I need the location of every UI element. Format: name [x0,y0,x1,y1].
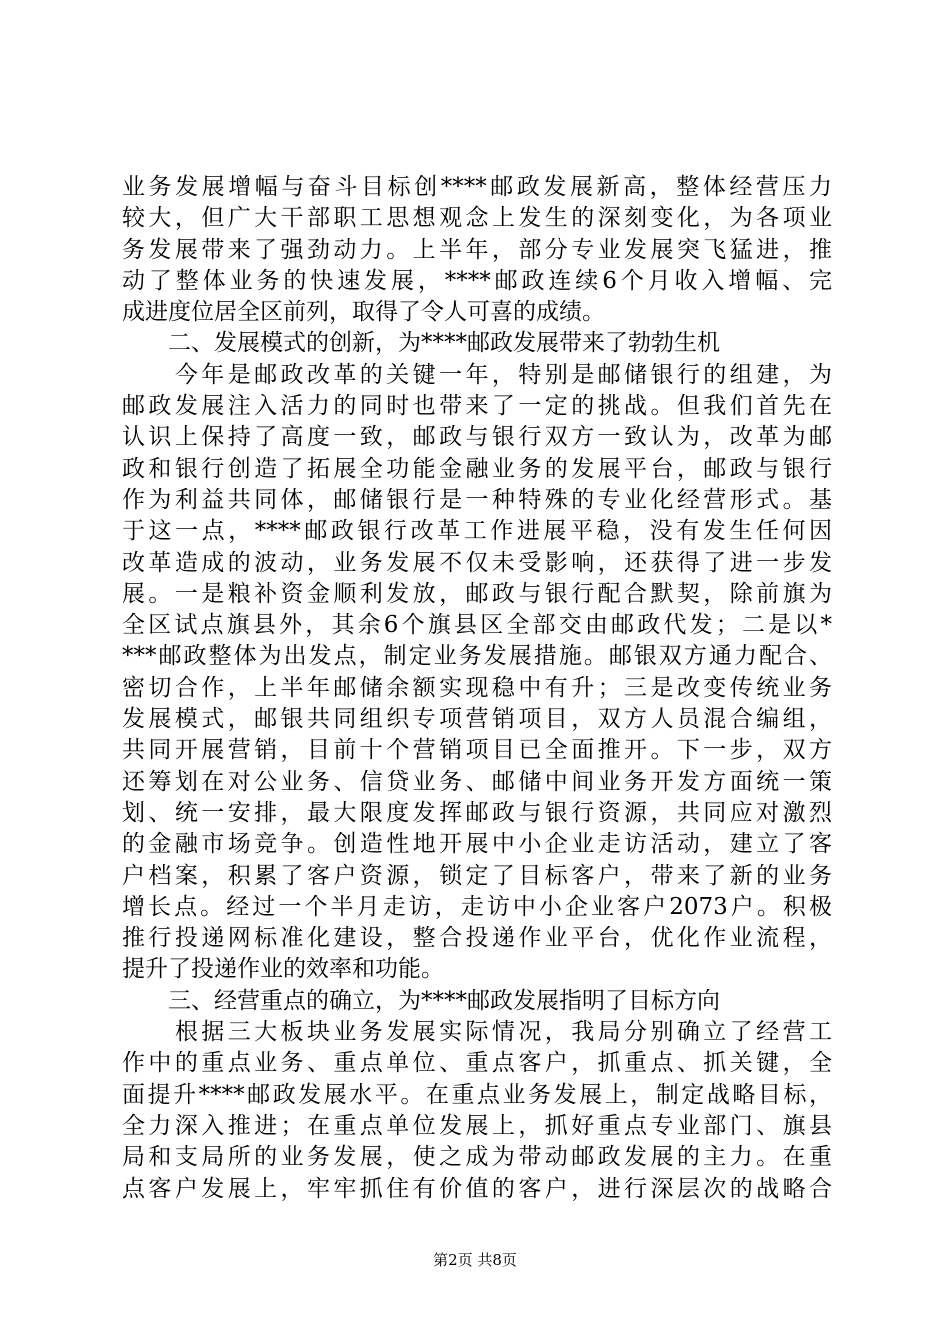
text-line: 务发展带来了强劲动力。上半年，部分专业发展突飞猛进，推 [122,236,832,263]
text-line: 提升了投递作业的效率和功能。 [122,956,444,983]
text-line: 推行投递网标准化建设，整合投递作业平台，优化作业流程， [122,925,832,952]
text-line: 较大，但广大干部职工思想观念上发生的深刻变化，为各项业 [122,205,832,232]
text-line: 局和支局所的业务发展，使之成为带动邮政发展的主力。在重 [122,1144,832,1171]
text-line: 的金融市场竞争。创造性地开展中小企业走访活动，建立了客 [122,831,832,858]
text-line: 于这一点，****邮政银行改革工作进展平稳，没有发生任何因 [122,518,832,545]
text-line: 改革造成的波动，业务发展不仅未受影响，还获得了进一步发 [122,549,832,576]
body-text [122,172,832,1205]
text-line: 作为利益共同体，邮储银行是一种特殊的专业化经营形式。基 [122,486,832,513]
text-line: 作中的重点业务、重点单位、重点客户，抓重点、抓关键，全 [122,1050,832,1077]
text-line: 今年是邮政改革的关键一年，特别是邮储银行的组建，为 [122,361,832,388]
text-line: 认识上保持了高度一致，邮政与银行双方一致认为，改革为邮 [122,424,832,451]
text-line: 动了整体业务的快速发展，****邮政连续6个月收入增幅、完 [122,267,832,294]
text-line: 根据三大板块业务发展实际情况，我局分别确立了经营工 [122,1019,832,1046]
text-line: 成进度位居全区前列，取得了令人可喜的成绩。 [122,299,605,326]
text-line: ***邮政整体为出发点，制定业务发展措施。邮银双方通力配合、 [122,643,832,670]
section-heading: 三、经营重点的确立，为****邮政发展指明了目标方向 [122,987,720,1014]
text-line: 邮政发展注入活力的同时也带来了一定的挑战。但我们首先在 [122,393,832,420]
text-line: 全力深入推进；在重点单位发展上，抓好重点专业部门、旗县 [122,1112,832,1139]
section-heading: 二、发展模式的创新，为****邮政发展带来了勃勃生机 [122,330,720,357]
text-line: 面提升****邮政发展水平。在重点业务发展上，制定战略目标， [122,1081,832,1108]
text-line: 全区试点旗县外，其余6个旗县区全部交由邮政代发；二是以* [122,612,832,639]
text-line: 密切合作，上半年邮储余额实现稳中有升；三是改变传统业务 [122,674,832,701]
text-line: 业务发展增幅与奋斗目标创****邮政发展新高，整体经营压力 [122,174,832,200]
text-line: 发展模式，邮银共同组织专项营销项目，双方人员混合编组， [122,706,832,733]
text-line: 展。一是粮补资金顺利发放，邮政与银行配合默契，除前旗为 [122,580,832,607]
page-footer: 第2页 共8页 [433,1251,517,1269]
text-line: 户档案，积累了客户资源，锁定了目标客户，带来了新的业务 [122,862,832,889]
text-line: 划、统一安排，最大限度发挥邮政与银行资源，共同应对激烈 [122,799,832,826]
text-line: 还筹划在对公业务、信贷业务、邮储中间业务开发方面统一策 [122,768,832,795]
text-line: 共同开展营销，目前十个营销项目已全面推开。下一步，双方 [122,737,832,764]
text-line: 增长点。经过一个半月走访，走访中小企业客户2073户。积极 [122,893,832,920]
text-line: 点客户发展上，牢牢抓住有价值的客户，进行深层次的战略合 [122,1175,832,1202]
text-line: 政和银行创造了拓展全功能金融业务的发展平台，邮政与银行 [122,455,832,482]
